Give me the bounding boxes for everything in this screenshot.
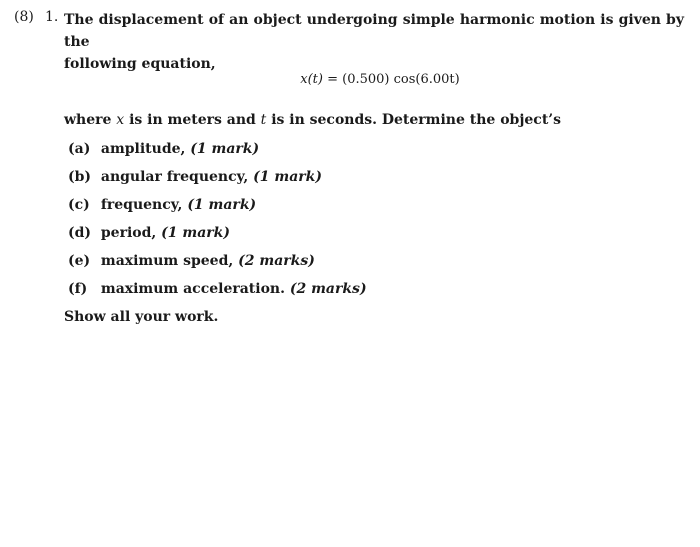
where-prefix: where	[64, 112, 112, 128]
part-text: period,	[100, 225, 157, 241]
part-text: amplitude,	[100, 141, 186, 157]
part-b	[68, 169, 322, 185]
part-label: (d)	[68, 225, 92, 241]
where-clause	[64, 112, 561, 128]
question-number: 1.	[45, 9, 59, 25]
question-stem	[64, 9, 684, 75]
equation-rhs: = (0.500) cos(6.00t)	[327, 72, 460, 87]
stem-line-2: following equation,	[64, 56, 216, 72]
part-c	[68, 197, 256, 213]
equation-lhs: x(t)	[300, 72, 323, 87]
part-text: angular frequency,	[100, 169, 249, 185]
where-mid: is in meters and	[129, 112, 256, 128]
part-text: maximum speed,	[100, 253, 234, 269]
question-marks: (8)	[14, 9, 34, 25]
part-label: (f)	[68, 281, 88, 297]
part-marks: (1 mark)	[161, 225, 230, 241]
stem-line-1: The displacement of an object undergoing simple harmonic motion is given by the	[64, 12, 684, 50]
where-var-t: t	[260, 112, 267, 128]
part-e	[68, 253, 315, 269]
part-marks: (1 mark)	[253, 169, 322, 185]
part-d	[68, 225, 230, 241]
part-text: frequency,	[100, 197, 183, 213]
part-label: (c)	[68, 197, 90, 213]
part-f	[68, 281, 367, 297]
part-marks: (1 mark)	[190, 141, 260, 157]
where-var-x: x	[116, 112, 125, 128]
part-text: maximum acceleration.	[100, 281, 285, 297]
part-marks: (1 mark)	[187, 197, 257, 213]
displacement-equation	[0, 72, 700, 87]
part-label: (e)	[68, 253, 91, 269]
part-marks: (2 marks)	[289, 281, 367, 297]
part-a	[68, 141, 259, 157]
part-marks: (2 marks)	[238, 253, 315, 269]
part-label: (b)	[68, 169, 92, 185]
where-suffix: is in seconds. Determine the object’s	[271, 112, 562, 128]
part-label: (a)	[68, 141, 91, 157]
show-work-instruction: Show all your work.	[64, 309, 219, 325]
